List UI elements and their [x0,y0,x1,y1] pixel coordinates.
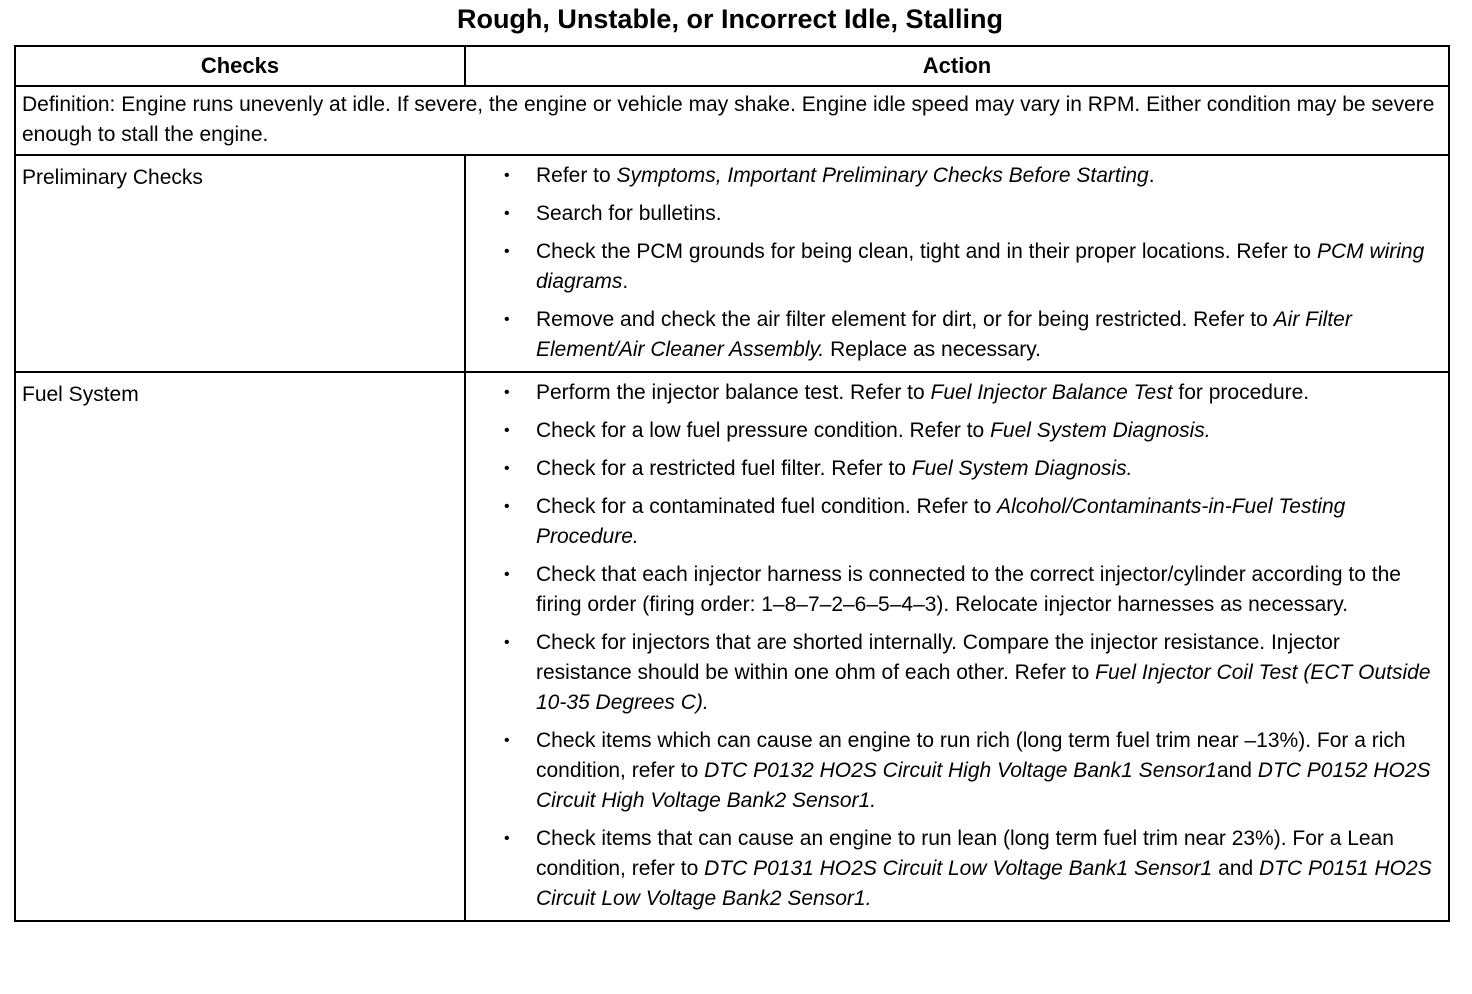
bullet-icon: • [504,634,510,651]
action-item [496,416,1440,446]
action-item [496,560,1440,620]
bullet-icon: • [504,460,510,477]
bullet-icon: • [504,311,510,328]
action-text: Remove and check the air filter element for dirt, or for being restricted. Refer to [536,308,1274,331]
action-text: Check for a low fuel pressure condition. Refer to [536,419,991,442]
reference-link: DTC P0132 HO2S Circuit High Voltage Bank1 Sensor1 [704,759,1217,782]
action-item [496,492,1440,552]
page-title: Rough, Unstable, or Incorrect Idle, Stalling [456,4,1004,34]
action-text-mid: and [1212,857,1259,880]
table-header-row [15,46,1449,86]
reference-link: Fuel Injector Balance Test [930,381,1173,404]
reference-link: DTC P0152 HO2S Circuit High Voltage Bank2 Sensor1. [536,759,1431,812]
bullet-icon: • [504,243,510,260]
action-text-tail: . [622,270,629,293]
action-text: Check items that can cause an engine to run lean (long term fuel trim near 23%). For a Lean condition, refer to [536,827,1394,880]
reference-link: DTC P0151 HO2S Circuit Low Voltage Bank2 Sensor1. [536,857,1432,910]
bullet-icon: • [504,167,510,184]
definition-row [15,86,1449,155]
table-row [15,155,1449,372]
reference-link: Fuel Injector Coil Test (ECT Outside 10-35 Degrees C). [536,661,1431,714]
action-item [496,454,1440,484]
reference-link: Symptoms, Important Preliminary Checks Before Starting [616,164,1149,187]
action-list [496,378,1440,914]
reference-link: Fuel System Diagnosis. [990,419,1211,442]
action-item [496,378,1440,408]
reference-link: Fuel System Diagnosis. [911,457,1133,480]
action-item [496,237,1440,297]
bullet-icon: • [504,566,510,583]
action-list [496,161,1440,365]
action-text: Check for a restricted fuel filter. Refer to [536,457,912,480]
action-item [496,305,1440,365]
bullet-icon: • [504,205,510,222]
action-text: Refer to [536,164,617,187]
action-text: Check the PCM grounds for being clean, tight and in their proper locations. Refer to [536,240,1317,263]
definition-text: Definition: Engine runs unevenly at idle. If severe, the engine or vehicle may shake. Engine idle speed may vary in RPM. Either condition may be severe enough to stall the engine. [15,86,1449,155]
action-text: Check items which can cause an engine to run rich (long term fuel trim near –13%). For a rich condition, refer to [536,729,1406,782]
action-item [496,161,1440,191]
action-text: Search for bulletins. [536,202,722,225]
action-text: Perform the injector balance test. Refer to [536,381,931,404]
action-cell [465,155,1449,372]
action-cell [465,372,1449,921]
reference-link: DTC P0131 HO2S Circuit Low Voltage Bank1 Sensor1 [704,857,1213,880]
bullet-icon: • [504,422,510,439]
action-item [496,726,1440,816]
column-header-action: Action [465,46,1449,86]
action-item [496,199,1440,229]
table-row [15,372,1449,921]
reference-link: PCM wiring diagrams [536,240,1425,293]
bullet-icon: • [504,498,510,515]
action-item [496,628,1440,718]
bullet-icon: • [504,732,510,749]
action-text-tail: for procedure. [1172,381,1310,404]
action-item [496,824,1440,914]
bullet-icon: • [504,830,510,847]
action-text: Check for injectors that are shorted internally. Compare the injector resistance. Injector resistance should be within one ohm of each other. Refer to [536,631,1340,684]
action-text-mid: and [1216,759,1258,782]
action-text: Check for a contaminated fuel condition. Refer to [536,495,998,518]
diagnosis-table [14,45,1450,922]
check-name: Preliminary Checks [15,155,465,372]
column-header-checks: Checks [15,46,465,86]
action-text: Check that each injector harness is connected to the correct injector/cylinder according to the firing order (firing order: 1–8–7–2–6–5–4–3). Relocate injector harnesses as necessary. [536,563,1401,616]
reference-link: Air Filter Element/Air Cleaner Assembly. [536,308,1352,361]
action-text-tail: . [1148,164,1155,187]
reference-link: Alcohol/Contaminants-in-Fuel Testing Procedure. [536,495,1346,548]
bullet-icon: • [504,384,510,401]
check-name: Fuel System [15,372,465,921]
action-text-tail: Replace as necessary. [824,338,1041,361]
